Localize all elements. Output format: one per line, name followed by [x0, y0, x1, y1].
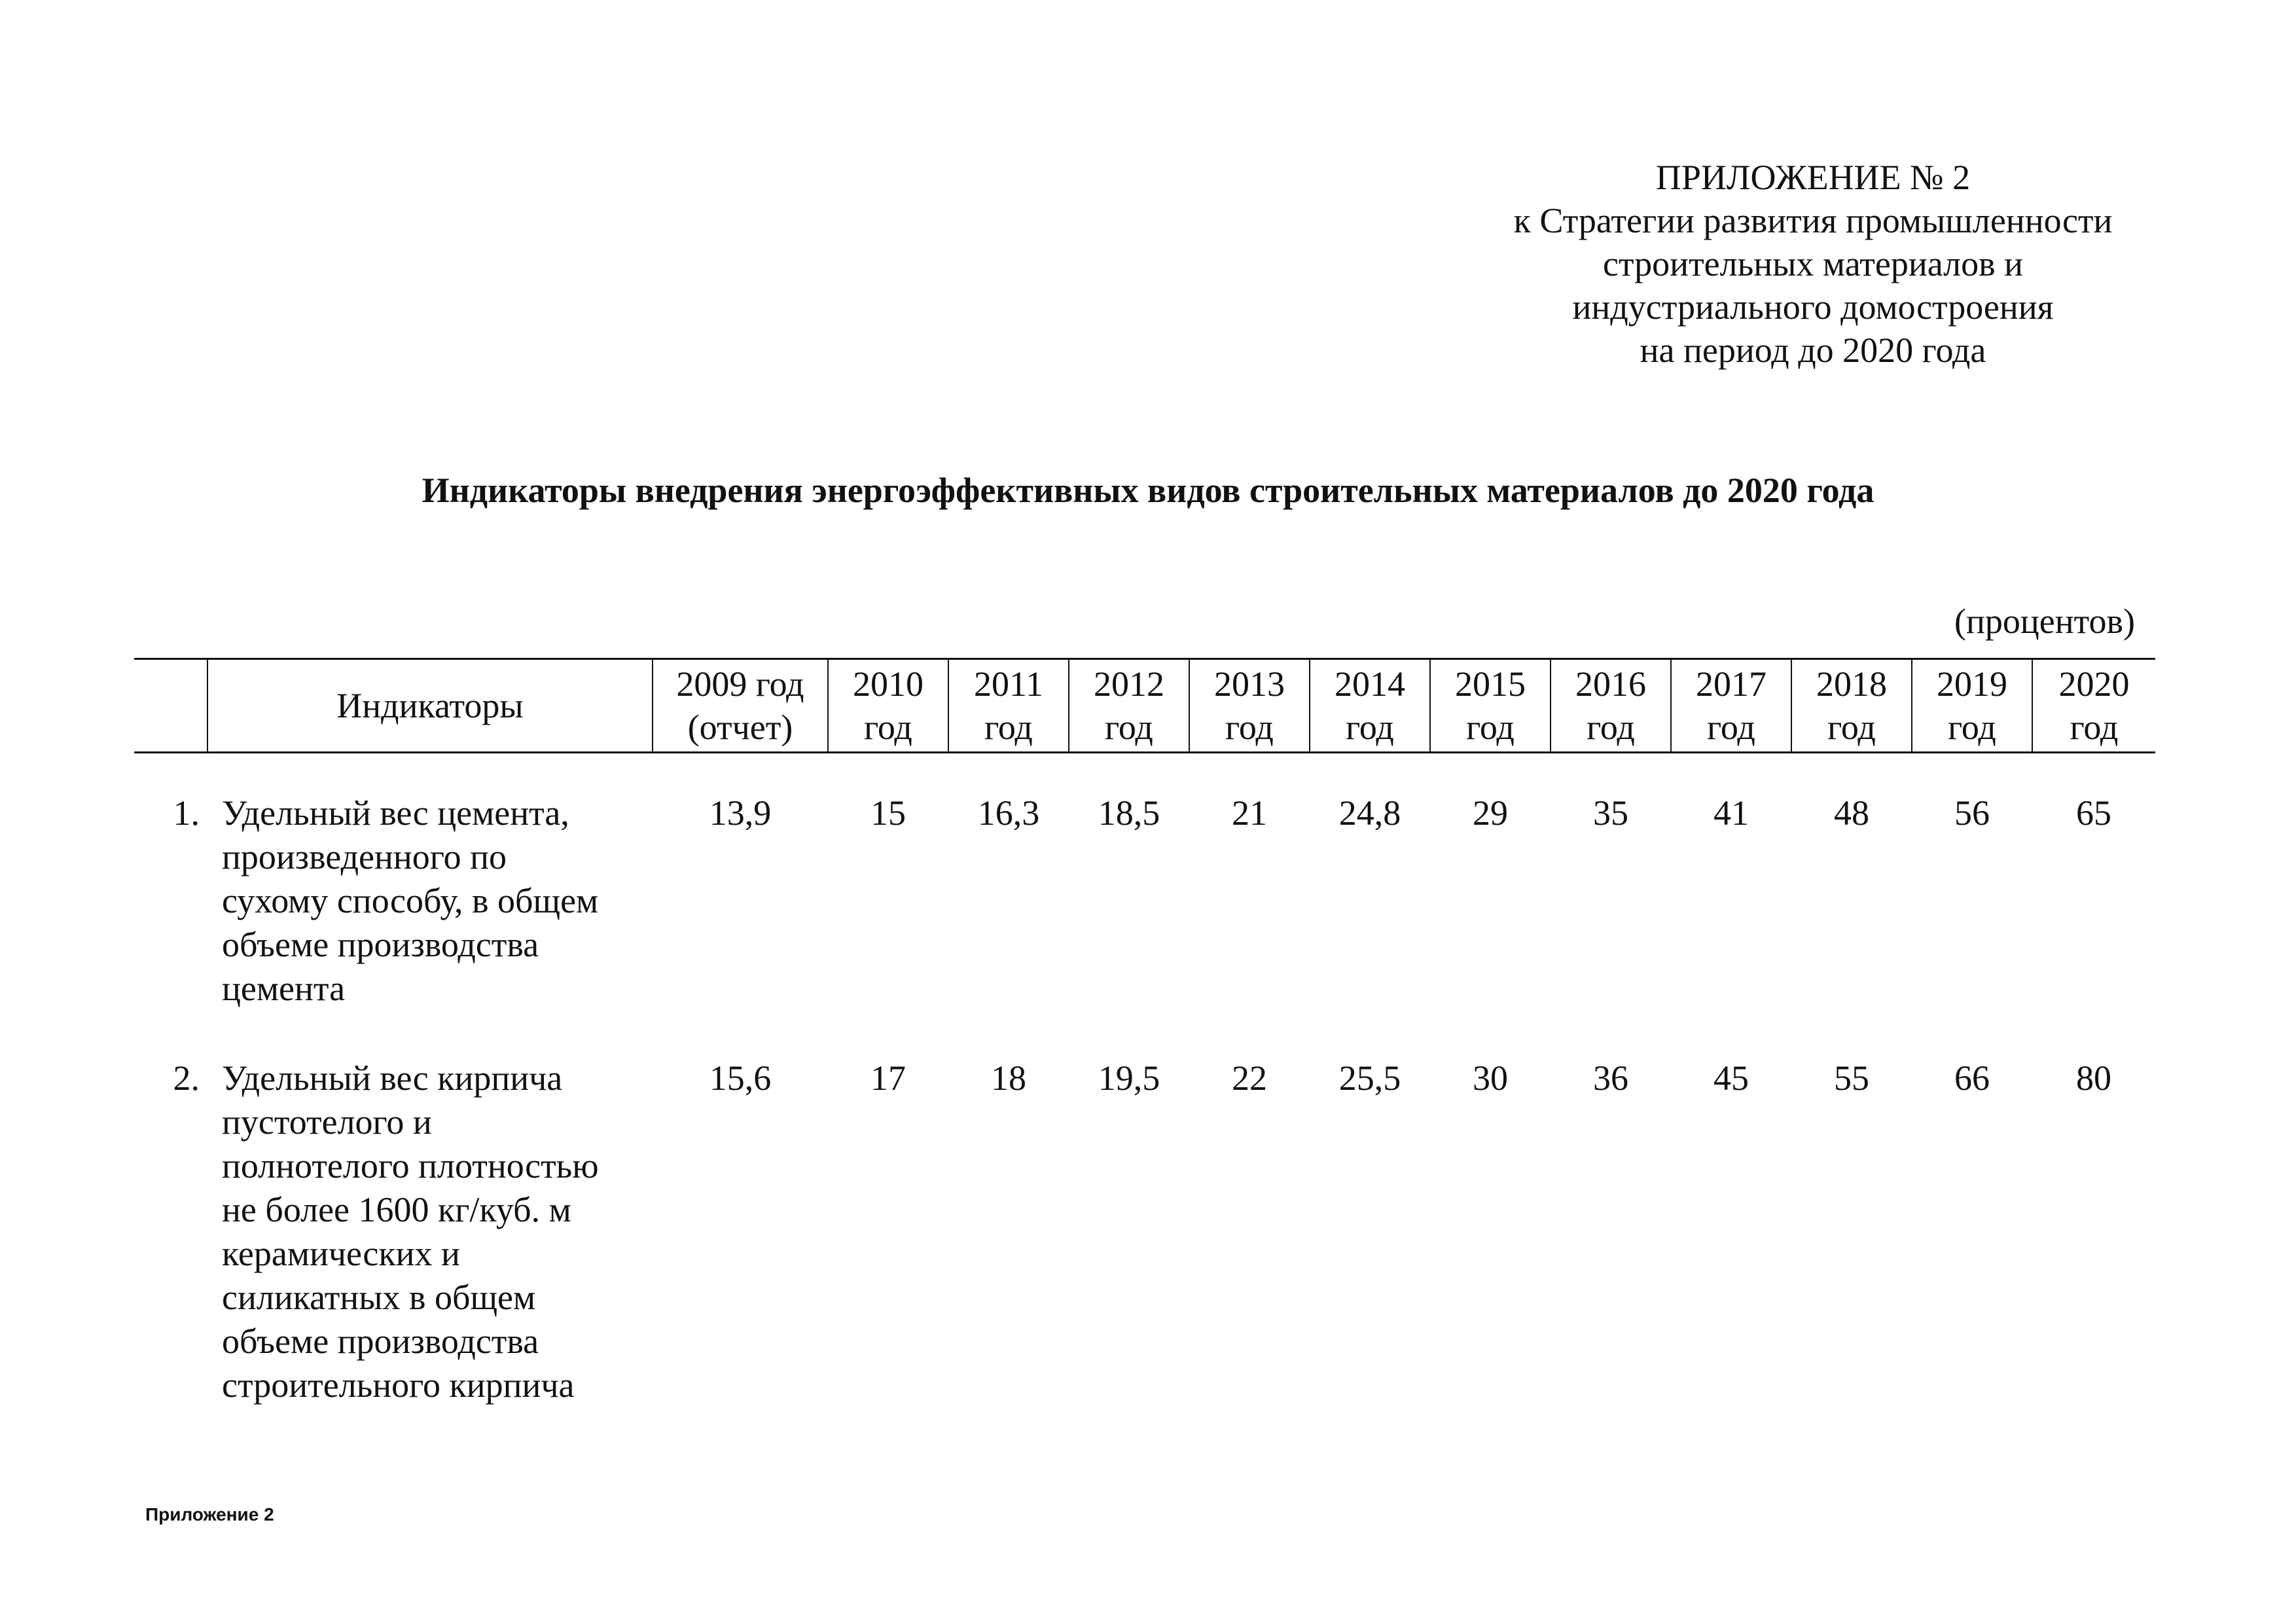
indicator-line: керамических и	[222, 1234, 460, 1273]
appendix-line: строительных материалов и	[1602, 244, 2024, 283]
value-cell: 24,8	[1338, 793, 1401, 833]
value-cell: 16,3	[977, 793, 1040, 833]
header-year: 2011 год	[948, 659, 1069, 753]
indicator-line: не более 1600 кг/куб. м	[222, 1190, 571, 1229]
indicator-line: произведенного по	[222, 837, 507, 876]
header-year: 2019 год	[1912, 659, 2032, 753]
spacer-row	[134, 1011, 2155, 1056]
units-note: (процентов)	[1954, 602, 2135, 641]
value-cell: 41	[1713, 793, 1749, 833]
appendix-title: ПРИЛОЖЕНИЕ № 2	[1655, 158, 1971, 197]
header-year: 2012 год	[1069, 659, 1189, 753]
header-year: 2013 год	[1189, 659, 1310, 753]
indicator-line: объеме производства	[222, 925, 539, 964]
indicator-line: силикатных в общем	[222, 1278, 536, 1317]
value-cell: 80	[2076, 1058, 2111, 1098]
value-cell: 15,6	[709, 1058, 772, 1098]
value-cell: 66	[1954, 1058, 1990, 1098]
header-year: 2010 год	[828, 659, 948, 753]
indicator-line: пустотелого и	[222, 1102, 432, 1142]
appendix-header	[1407, 156, 2219, 372]
header-year: 2017 год	[1671, 659, 1791, 753]
value-cell: 48	[1834, 793, 1869, 833]
value-cell: 30	[1473, 1058, 1508, 1098]
value-cell: 56	[1954, 793, 1990, 833]
value-cell: 55	[1834, 1058, 1869, 1098]
value-cell: 36	[1593, 1058, 1628, 1098]
value-cell: 19,5	[1098, 1058, 1160, 1098]
indicator-line: сухому способу, в общем	[222, 881, 599, 920]
header-year: 2020 год	[2032, 659, 2155, 753]
indicator-line: полнотелого плотностью	[222, 1146, 599, 1185]
row-number: 1.	[173, 793, 200, 833]
indicator-cell	[207, 1056, 653, 1407]
header-year: 2016 год	[1551, 659, 1671, 753]
header-year: 2014 год	[1310, 659, 1430, 753]
value-cell: 22	[1232, 1058, 1267, 1098]
indicator-line: объеме производства	[222, 1322, 539, 1361]
header-number	[134, 659, 207, 753]
value-cell: 17	[870, 1058, 906, 1098]
indicators-table	[134, 658, 2155, 1407]
footer-label: Приложение 2	[145, 1504, 274, 1525]
indicator-line: Удельный вес кирпича	[222, 1058, 563, 1098]
indicator-line: цемента	[222, 969, 346, 1008]
header-year: 2009 год (отчет)	[653, 659, 828, 753]
appendix-line: индустриального домостроения	[1572, 287, 2054, 327]
indicator-cell	[207, 791, 653, 1011]
header-year: 2018 год	[1791, 659, 1912, 753]
value-cell: 35	[1593, 793, 1628, 833]
row-number: 2.	[173, 1058, 200, 1098]
value-cell: 13,9	[709, 793, 772, 833]
indicator-line: Удельный вес цемента,	[222, 793, 569, 833]
value-cell: 45	[1713, 1058, 1749, 1098]
value-cell: 15	[870, 793, 906, 833]
table-row	[134, 791, 2155, 1011]
value-cell: 25,5	[1338, 1058, 1401, 1098]
value-cell: 65	[2076, 793, 2111, 833]
document-title: Индикаторы внедрения энергоэффективных видов строительных материалов до 2020 года	[422, 471, 1874, 510]
header-year: 2015 год	[1430, 659, 1551, 753]
table-row	[134, 1056, 2155, 1407]
value-cell: 18	[991, 1058, 1026, 1098]
spacer-row	[134, 753, 2155, 792]
appendix-line: к Стратегии развития промышленности	[1513, 201, 2113, 240]
header-indicator: Индикаторы	[207, 659, 653, 753]
table-header-row	[134, 659, 2155, 753]
appendix-line: на период до 2020 года	[1640, 331, 1986, 370]
value-cell: 29	[1473, 793, 1508, 833]
indicator-line: строительного кирпича	[222, 1365, 575, 1405]
value-cell: 18,5	[1098, 793, 1160, 833]
indicators-table-wrapper	[134, 658, 2155, 1407]
value-cell: 21	[1232, 793, 1267, 833]
